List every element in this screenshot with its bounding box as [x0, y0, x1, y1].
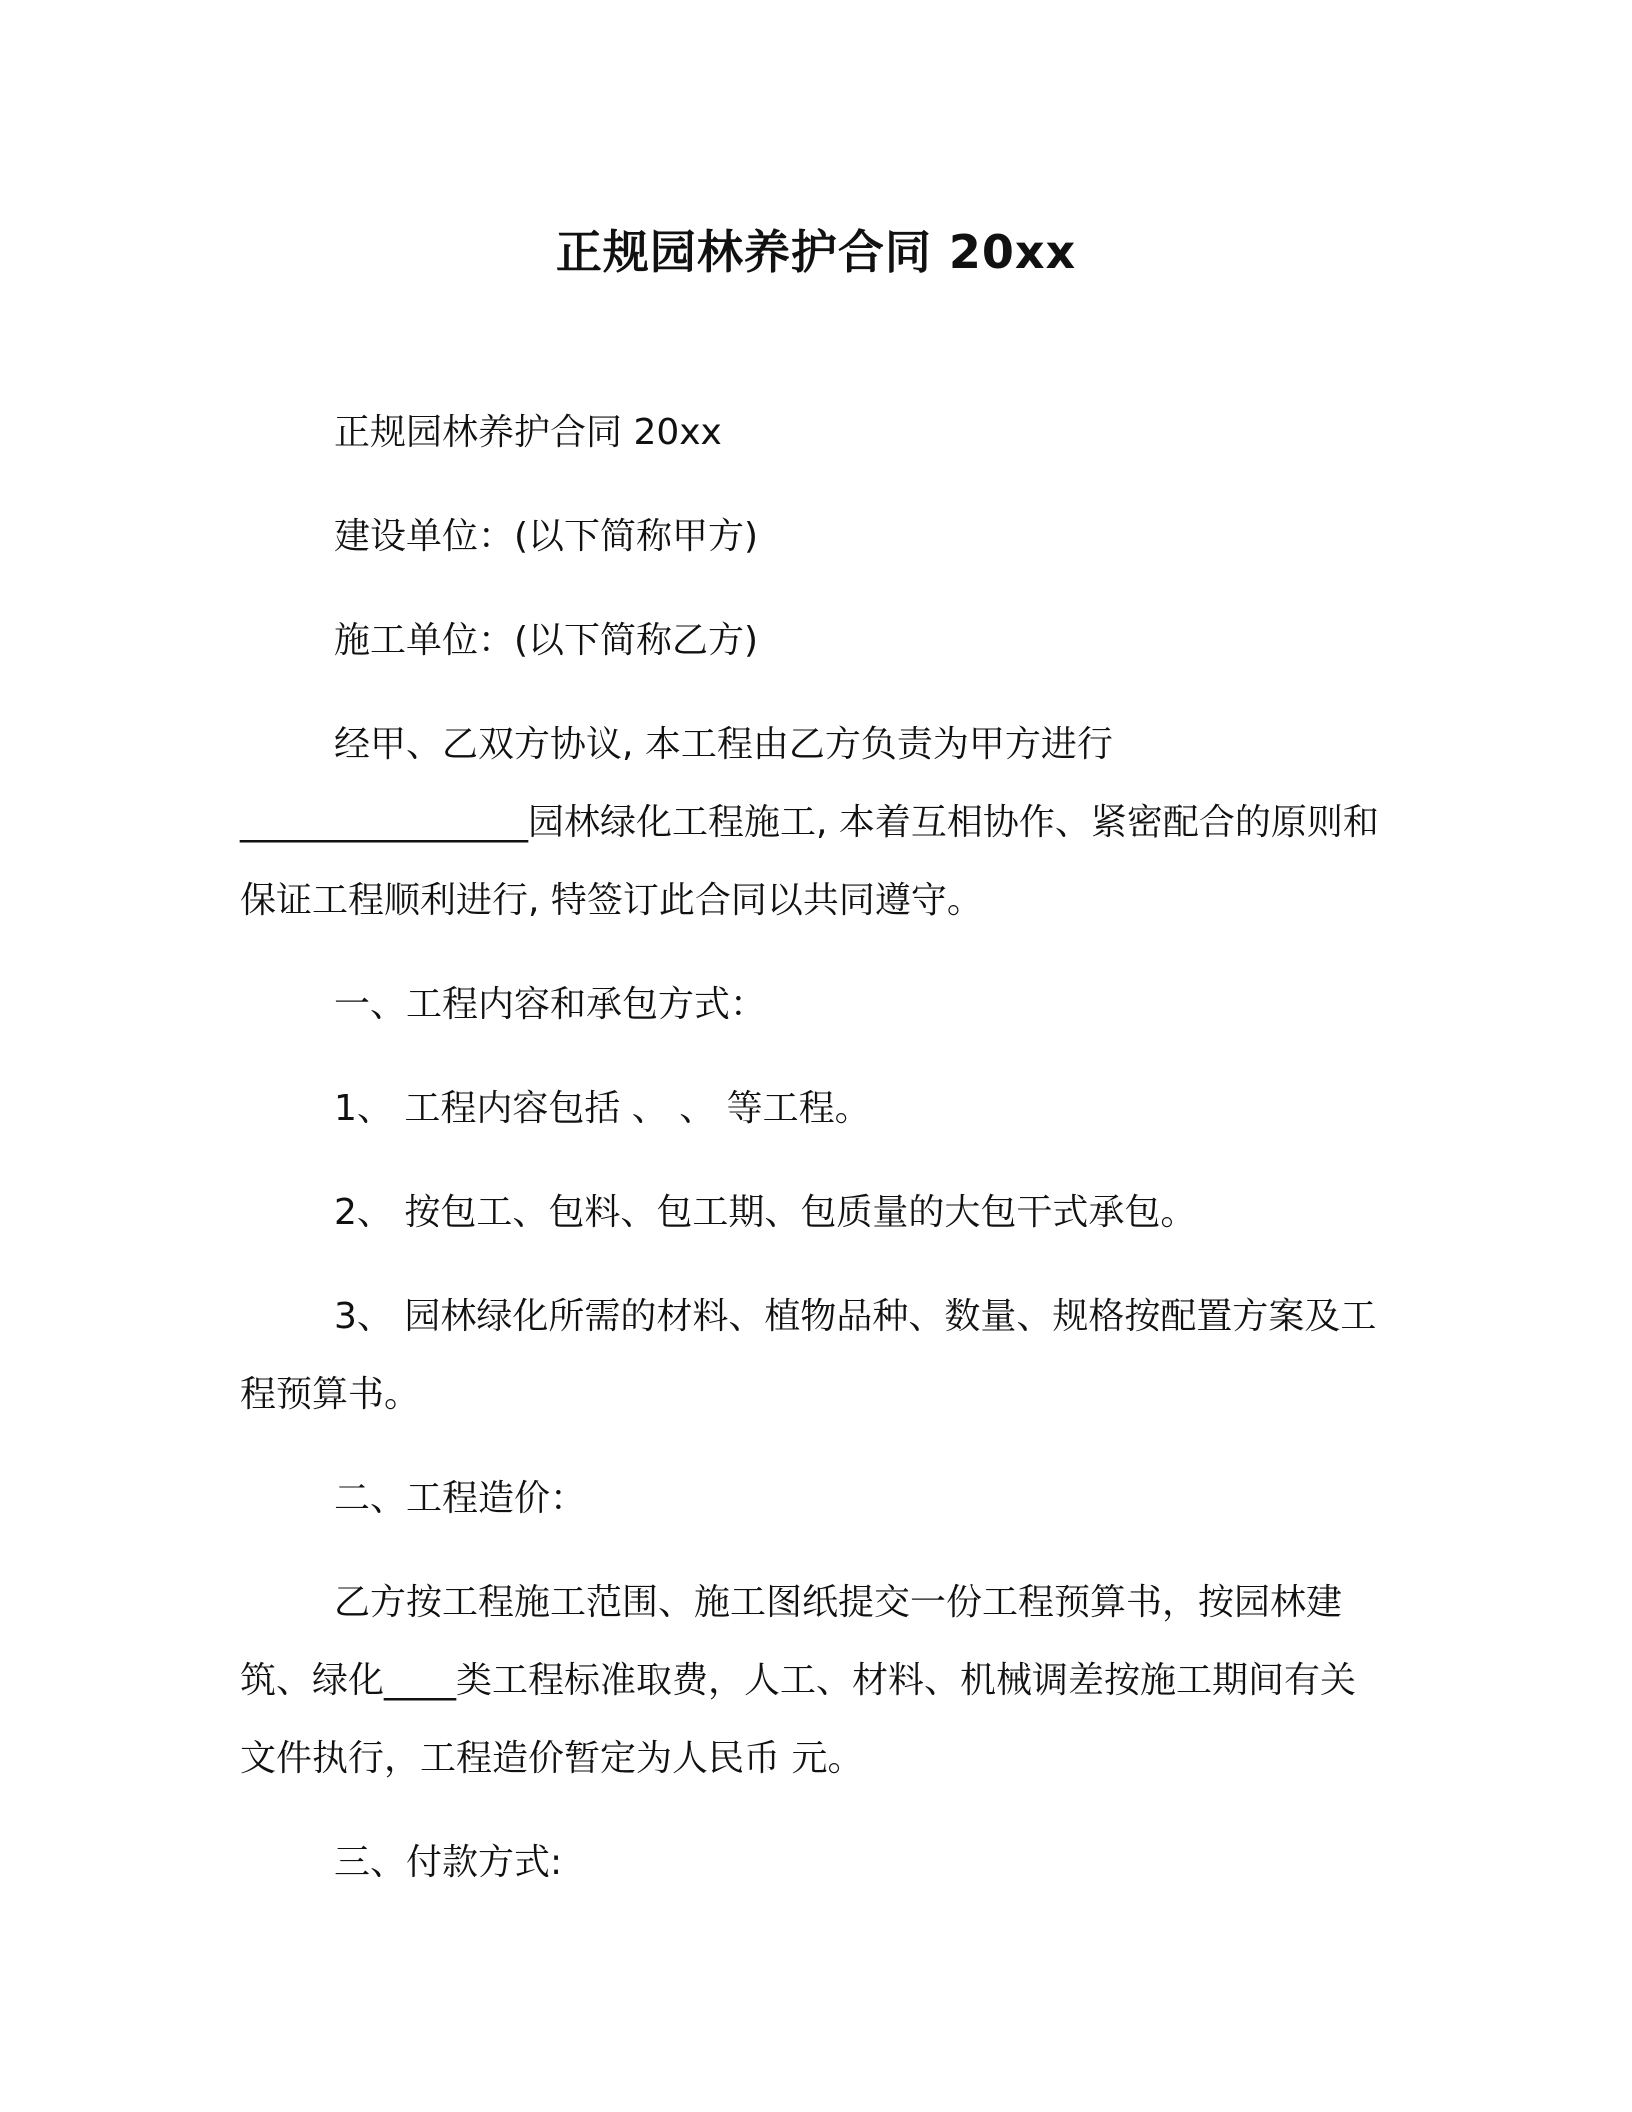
paragraph-scope-item-1: 1、 工程内容包括 、 、 等工程。 — [334, 1088, 871, 1129]
paragraph-contractor: 施工单位：(以下简称乙方) — [334, 620, 759, 661]
document-title: 正规园林养护合同 20xx — [555, 225, 1077, 279]
paragraph-agreement: 经甲、乙双方协议, 本工程由乙方负责为甲方进行________________园林绿化工程施工, 本着互相协作、紧密配合的原则和保证工程顺利进行, 特签订此合同以共同遵守。 — [240, 724, 1379, 921]
document-body — [240, 394, 1380, 1902]
paragraph-scope-item-3: 3、 园林绿化所需的材料、植物品种、数量、规格按配置方案及工程预算书。 — [240, 1296, 1377, 1415]
paragraph-client: 建设单位：(以下简称甲方) — [334, 516, 759, 557]
paragraph-subtitle: 正规园林养护合同 20xx — [334, 412, 722, 453]
section-heading-cost: 二、工程造价： — [334, 1478, 587, 1519]
paragraph-cost: 乙方按工程施工范围、施工图纸提交一份工程预算书，按园林建筑、绿化____类工程标准取费，人工、材料、机械调差按施工期间有关文件执行，工程造价暂定为人民币 元。 — [240, 1582, 1357, 1779]
paragraph-scope-item-2: 2、 按包工、包料、包工期、包质量的大包干式承包。 — [334, 1192, 1197, 1233]
section-heading-payment: 三、付款方式: — [334, 1842, 563, 1883]
section-heading-scope: 一、工程内容和承包方式： — [334, 984, 767, 1025]
